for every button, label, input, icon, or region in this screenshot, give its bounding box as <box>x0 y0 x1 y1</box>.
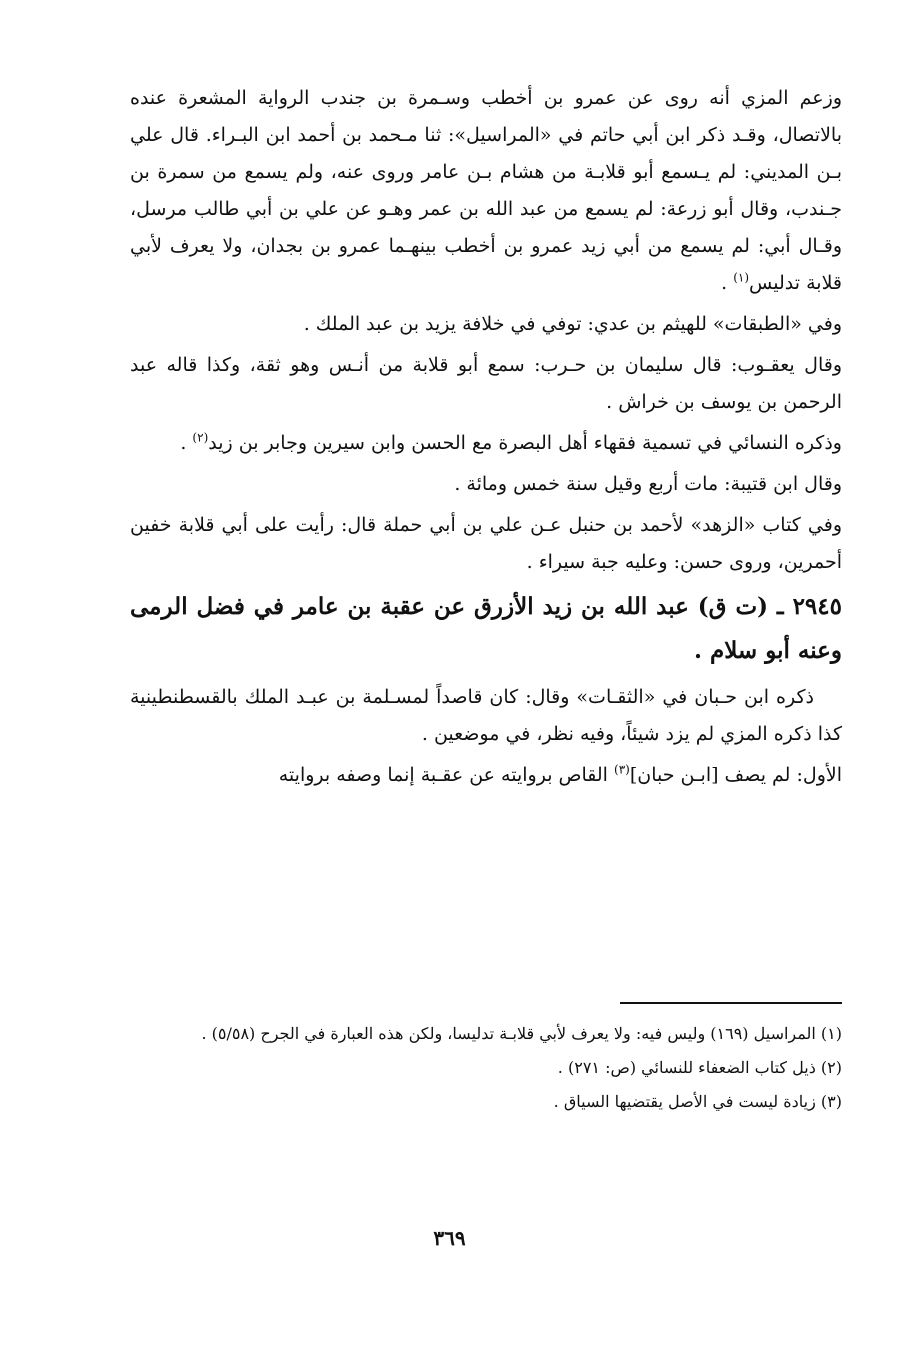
footnote-divider <box>620 1002 842 1004</box>
footnote-ref-1: (١) <box>733 270 750 285</box>
footnotes <box>130 1018 842 1120</box>
paragraph-1 <box>130 80 842 302</box>
page-body <box>130 80 842 798</box>
paragraph-1-text: وزعم المزي أنه روى عن عمرو بن أخطب وسـمرة بن جندب الرواية المشعرة عنده بالاتصال، وقـد ذكر ابن أبي حاتم في «المراسيل»: ثنا مـحمد بن أحمد ابن البـراء. قال علي بـن المديني: لم يـسمع أبو قلابـة من هشام بـن عامر وروى عنه، ولم يسمع من سمرة بن جـندب، وقال أبو زرعة: لم يسمع من عبد الله بن عمر وهـو عن علي بن أبي طالب مرسل، وقـال أبي: لم يسمع من أبي زيد عمرو بن أخطب بينهـما عمرو بن بجدان، ولا يعرف لأبي قلابة تدليس <box>130 87 842 294</box>
footnote-ref-3: (٣) <box>614 762 630 777</box>
paragraph-8 <box>130 757 842 794</box>
paragraph-4-end: . <box>180 432 193 454</box>
paragraph-2: وفي «الطبقات» للهيثم بن عدي: توفي في خلافة يزيد بن عبد الملك . <box>303 313 842 335</box>
page-number: ٣٦٩ <box>433 1226 466 1250</box>
paragraph-3: وقال يعقـوب: قال سليمان بن حـرب: سمع أبو قلابة من أنـس وهو ثقة، وكذا قاله عبد الرحمن بن يوسف بن خراش . <box>130 354 842 413</box>
paragraph-6: وفي كتاب «الزهد» لأحمد بن حنبل عـن علي بن أبي حملة قال: رأيت على أبي قلابة خفين أحمرين، وروى حسن: وعليه جبة سيراء . <box>130 514 842 573</box>
footnote-ref-2: (٢) <box>192 430 209 445</box>
paragraph-5: وقال ابن قتيبة: مات أربع وقيل سنة خمس ومائة . <box>454 473 842 495</box>
paragraph-1-end: . <box>721 272 734 294</box>
paragraph-8-end: القاص بروايته عن عقـبة إنما وصفه بروايته <box>278 764 614 786</box>
footnote-3: (٣) زيادة ليست في الأصل يقتضيها السياق . <box>553 1092 842 1111</box>
entry-heading: ٢٩٤٥ ـ (ت ق) عبد الله بن زيد الأزرق عن عقبة بن عامر في فضل الرمى وعنه أبو سلام . <box>130 593 842 664</box>
paragraph-8-text: الأول: لم يصف [ابـن حبان] <box>629 764 842 786</box>
footnote-2: (٢) ذيل كتاب الضعفاء للنسائي (ص: ٢٧١) . <box>557 1058 842 1077</box>
paragraph-4-text: وذكره النسائي في تسمية فقهاء أهل البصرة مع الحسن وابن سيرين وجابر بن زيد <box>208 432 842 454</box>
footnote-1: (١) المراسيل (١٦٩) وليس فيه: ولا يعرف لأبي قلابـة تدليسا، ولكن هذه العبارة في الجرح (٥/٥٨) . <box>201 1024 842 1043</box>
paragraph-4 <box>130 425 842 462</box>
paragraph-7: ذكره ابن حـبان في «الثقـات» وقال: كان قاصداً لمسـلمة بن عبـد الملك بالقسطنطينية كذا ذكره المزي لم يزد شيئاً، وفيه نظر، في موضعين . <box>130 686 842 745</box>
